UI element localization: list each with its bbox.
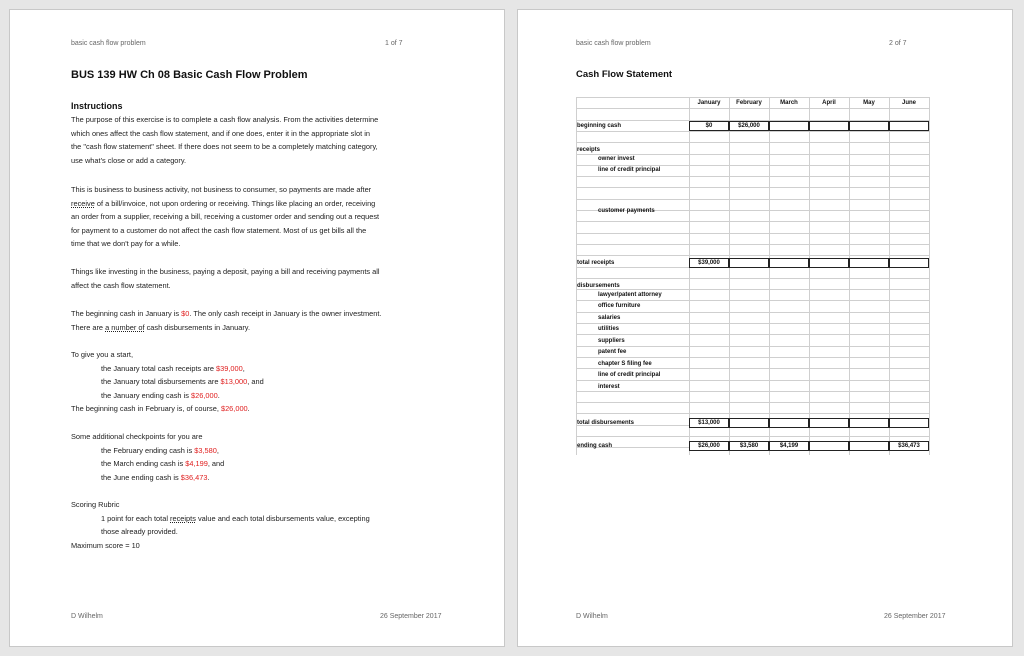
total-receipts-cell[interactable] <box>889 258 929 268</box>
text-line <box>71 307 381 321</box>
disbursement-item-label: patent fee <box>598 349 627 355</box>
disbursement-item-label: chapter S filing fee <box>598 361 652 367</box>
text-line <box>71 457 224 471</box>
text-span: of a bill/invoice, not upon ordering or receiving. Things like placing an order, receiving <box>94 198 376 208</box>
text-span: the June ending cash is <box>101 472 181 482</box>
grid-line <box>576 108 929 109</box>
text-line <box>71 197 379 211</box>
grid-line <box>576 300 929 301</box>
text-span: , and <box>247 377 264 387</box>
text-line <box>71 389 264 403</box>
spelling-flagged-word: receipts <box>170 513 196 523</box>
grid-line <box>576 131 929 132</box>
beginning-cash-cell[interactable]: $0 <box>689 121 729 131</box>
rubric-heading: Scoring Rubric <box>71 500 120 509</box>
grid-line <box>576 176 929 177</box>
grid-line <box>576 255 929 256</box>
total-receipts-cell[interactable] <box>769 258 809 268</box>
disbursements-label: disbursements <box>577 283 620 289</box>
disbursement-item-label: line of credit principal <box>598 372 661 378</box>
grid-line <box>576 368 929 369</box>
grid-line <box>576 357 929 358</box>
total-receipts-cell[interactable]: $39,000 <box>689 258 729 268</box>
total-receipts-cell[interactable] <box>849 258 889 268</box>
grid-line <box>576 312 929 313</box>
text-line: the "cash flow statement" sheet. If there does not seem to be a completely matching category, <box>71 142 378 152</box>
grid-line <box>576 334 929 335</box>
ending-cash-cell[interactable]: $3,580 <box>729 441 769 451</box>
page-header-left: basic cash flow problem <box>71 40 146 47</box>
text-line <box>71 444 224 458</box>
month-header-january: January <box>697 100 721 106</box>
text-line: affect the cash flow statement. <box>71 280 171 290</box>
ending-cash-cell[interactable] <box>849 441 889 451</box>
month-header-april: April <box>822 100 836 106</box>
month-header-february: February <box>736 100 762 106</box>
text-span: the March ending cash is <box>101 459 186 469</box>
checkpoints-paragraph <box>71 430 224 484</box>
grid-line <box>576 233 929 234</box>
month-header-march: March <box>780 100 798 106</box>
total-disbursements-cell[interactable] <box>769 418 809 428</box>
receipt-item-label: line of credit principal <box>598 167 661 173</box>
grid-line <box>576 244 929 245</box>
text-span: the February ending cash is <box>101 445 195 455</box>
month-header-may: May <box>863 100 875 106</box>
grid-line <box>576 187 929 188</box>
text-span: the January ending cash is <box>101 390 191 400</box>
text-line: Maximum score = 10 <box>71 540 140 550</box>
text-line <box>71 471 224 485</box>
footer-date: 26 September 2017 <box>884 613 946 620</box>
document-page-2 <box>517 9 1013 647</box>
total-disbursements-cell[interactable] <box>729 418 769 428</box>
grid-line <box>689 97 690 455</box>
cash-flow-title: Cash Flow Statement <box>576 69 673 80</box>
grid-line <box>576 97 929 98</box>
grid-line <box>889 97 890 455</box>
text-line <box>71 362 264 376</box>
value-highlight: $26,000 <box>190 390 218 400</box>
total-disbursements-cell[interactable] <box>809 418 849 428</box>
text-line <box>71 512 370 526</box>
grid-line <box>576 380 929 381</box>
total-receipts-cell[interactable] <box>809 258 849 268</box>
text-line: This is business to business activity, not business to consumer, so payments are made after <box>71 185 372 194</box>
total-disbursements-cell[interactable]: $13,000 <box>689 418 729 428</box>
grid-line <box>729 97 730 455</box>
receipt-item-label: customer payments <box>598 208 655 214</box>
scoring-rubric <box>71 498 370 552</box>
grid-line <box>576 436 929 437</box>
value-highlight: $4,199 <box>185 459 208 469</box>
text-line: time that we don't pay for a while. <box>71 239 181 249</box>
grid-line <box>576 154 929 155</box>
beginning-cash-label: beginning cash <box>577 123 622 129</box>
ending-cash-cell[interactable]: $4,199 <box>769 441 809 451</box>
grammar-flagged-phrase: a number of <box>105 322 145 332</box>
text-span: . <box>217 390 220 400</box>
grid-line <box>576 165 929 166</box>
text-span: , and <box>207 459 225 469</box>
disbursement-item-label: suppliers <box>598 338 625 344</box>
month-header-june: June <box>901 100 916 106</box>
footer-author: D Wilhelm <box>71 613 103 620</box>
receipts-label: receipts <box>577 147 601 153</box>
beginning-cash-cell[interactable]: $26,000 <box>729 121 769 131</box>
total-receipts-cell[interactable] <box>729 258 769 268</box>
text-line: for payment to a customer do not affect the cash flow statement. Most of us get bills all the <box>71 225 367 235</box>
document-title: BUS 139 HW Ch 08 Basic Cash Flow Problem <box>71 69 308 81</box>
text-span: There are <box>71 322 106 332</box>
text-line: To give you a start, <box>71 350 134 359</box>
value-highlight: $39,000 <box>216 363 243 373</box>
grid-line <box>929 97 930 455</box>
disbursement-item-label: lawyer/patent attorney <box>598 292 662 298</box>
value-highlight: $3,580 <box>194 445 217 455</box>
text-line <box>71 375 264 389</box>
value-highlight: $0 <box>181 309 190 318</box>
value-highlight: $36,473 <box>180 472 208 482</box>
ending-cash-cell[interactable]: $26,000 <box>689 441 729 451</box>
beginning-cash-cell[interactable] <box>849 121 889 131</box>
value-highlight: $26,000 <box>220 404 248 414</box>
text-span: The beginning cash in January is <box>71 309 182 318</box>
text-line: which ones affect the cash flow statement, and if one does, enter it in the appropriate slot in <box>71 128 370 138</box>
total-disbursements-cell[interactable] <box>889 418 929 428</box>
grid-line <box>576 391 929 392</box>
grid-line <box>769 97 770 455</box>
text-span: The beginning cash in February is, of course, <box>71 404 221 414</box>
instructions-heading: Instructions <box>71 101 123 111</box>
ending-cash-cell[interactable]: $36,473 <box>889 441 929 451</box>
text-span: the January total disbursements are <box>101 377 221 387</box>
total-disbursements-label: total disbursements <box>577 420 635 426</box>
total-disbursements-cell[interactable] <box>849 418 889 428</box>
value-highlight: $13,000 <box>220 377 248 387</box>
text-span: value and each total disbursements value, excepting <box>195 513 370 523</box>
grid-line <box>809 97 810 455</box>
total-receipts-label: total receipts <box>577 260 615 266</box>
text-line <box>71 402 264 416</box>
grid-line <box>576 413 929 414</box>
grid-line <box>576 289 929 290</box>
receipt-item-label: owner invest <box>598 156 635 162</box>
text-span: the January total cash receipts are <box>101 363 217 373</box>
text-line: Some additional checkpoints for you are <box>71 432 203 441</box>
cash-activities-paragraph <box>71 265 380 292</box>
disbursement-item-label: interest <box>598 384 620 390</box>
spelling-flagged-word: receive <box>71 198 95 208</box>
grid-line <box>576 221 929 222</box>
january-paragraph <box>71 307 381 334</box>
disbursement-item-label: office furniture <box>598 303 641 309</box>
page-number: 1 of 7 <box>385 40 403 47</box>
page-number: 2 of 7 <box>889 40 907 47</box>
beginning-cash-cell[interactable] <box>889 121 929 131</box>
text-span: . The only cash receipt in January is the owner investment. <box>189 309 382 318</box>
grid-line <box>576 346 929 347</box>
grid-line <box>576 199 929 200</box>
grid-line <box>576 402 929 403</box>
grid-line <box>576 278 929 279</box>
beginning-cash-cell[interactable] <box>769 121 809 131</box>
text-line: those already provided. <box>101 527 178 537</box>
text-span: , <box>216 445 219 455</box>
grid-line <box>849 97 850 455</box>
page-header-left: basic cash flow problem <box>576 40 651 47</box>
text-line: The purpose of this exercise is to complete a cash flow analysis. From the activities determine <box>71 115 379 124</box>
beginning-cash-cell[interactable] <box>809 121 849 131</box>
ending-cash-label: ending cash <box>577 443 613 449</box>
b2b-paragraph <box>71 183 379 251</box>
document-page-1 <box>9 9 505 647</box>
instructions-paragraph <box>71 113 378 167</box>
ending-cash-cell[interactable] <box>809 441 849 451</box>
text-span: , <box>242 363 245 373</box>
text-line: an order from a supplier, receiving a bill, receiving a customer order and sending out a request <box>71 212 380 222</box>
text-span: . <box>207 472 210 482</box>
grid-line <box>576 323 929 324</box>
disbursement-item-label: salaries <box>598 315 621 321</box>
text-line: Things like investing in the business, paying a deposit, paying a bill and receiving payments all <box>71 267 380 276</box>
text-span: cash disbursements in January. <box>144 322 250 332</box>
text-span: 1 point for each total <box>101 513 171 523</box>
grid-line <box>576 142 929 143</box>
footer-author: D Wilhelm <box>576 613 608 620</box>
disbursement-item-label: utilities <box>598 326 620 332</box>
text-span: . <box>247 404 250 414</box>
text-line: use what's close or add a category. <box>71 155 187 165</box>
starting-values-paragraph <box>71 348 264 416</box>
text-line <box>71 321 381 335</box>
footer-date: 26 September 2017 <box>380 613 442 620</box>
